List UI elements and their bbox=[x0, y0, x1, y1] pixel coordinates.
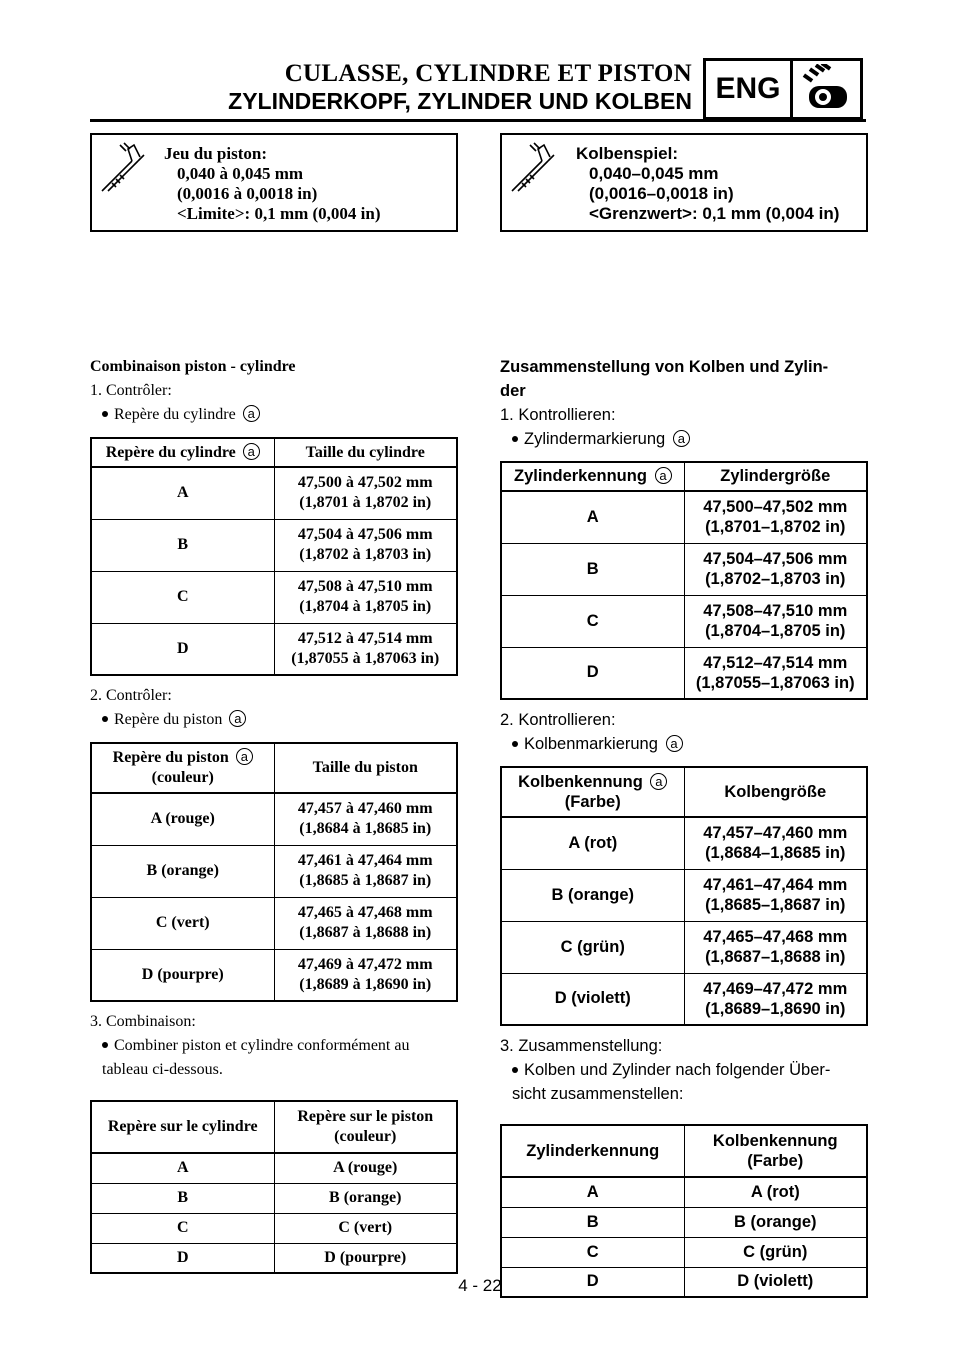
bullet-icon bbox=[102, 716, 108, 722]
eng-badge bbox=[703, 58, 863, 120]
spec-value-mm: 0,040–0,045 mm bbox=[589, 164, 719, 183]
bullet-icon bbox=[512, 741, 518, 747]
table-header: Taille du piston bbox=[274, 743, 457, 793]
table-header: Kolbengröße bbox=[684, 767, 867, 817]
table-row: C C (vert) bbox=[91, 1213, 457, 1243]
step-2-bullet: Kolbenmarkierung a bbox=[500, 732, 868, 756]
page-number: 4 - 22 bbox=[458, 1276, 502, 1295]
eng-label: ENG bbox=[706, 61, 793, 117]
table-row: D (violett) 47,469–47,472 mm (1,8689–1,8690 in) bbox=[501, 973, 867, 1025]
step-3: 3. Zusammenstellung: bbox=[500, 1037, 663, 1055]
caliper-icon bbox=[98, 141, 148, 195]
table-row: A (rot) 47,457–47,460 mm (1,8684–1,8685 in) bbox=[501, 817, 867, 869]
table-row: B B (orange) bbox=[501, 1207, 867, 1237]
column-fr bbox=[90, 355, 458, 1282]
step-3-bullet: Combiner piston et cylindre conformément au bbox=[90, 1034, 458, 1058]
table-row: C (grün) 47,465–47,468 mm (1,8687–1,8688 in) bbox=[501, 921, 867, 973]
section-title: Zusammenstellung von Kolben und Zylin- der bbox=[500, 358, 829, 400]
step-1-bullet: Zylindermarkierung a bbox=[500, 427, 868, 451]
table-row: A 47,500 à 47,502 mm (1,8701 à 1,8702 in) bbox=[91, 467, 457, 519]
table-row: A 47,500–47,502 mm (1,8701–1,8702 in) bbox=[501, 491, 867, 543]
spec-limit: <Grenzwert>: 0,1 mm (0,004 in) bbox=[589, 204, 840, 223]
table-row: C 47,508–47,510 mm (1,8704–1,8705 in) bbox=[501, 595, 867, 647]
table-row: B 47,504–47,506 mm (1,8702–1,8703 in) bbox=[501, 543, 867, 595]
table-header: Repère sur le cylindre bbox=[91, 1101, 274, 1153]
table-row: B (orange) 47,461 à 47,464 mm (1,8685 à 1,8687 in) bbox=[91, 845, 457, 897]
spec-limit: <Limite>: 0,1 mm (0,004 in) bbox=[177, 204, 381, 223]
table-header: Kolbenkennung a (Farbe) bbox=[501, 767, 684, 817]
spec-box-fr bbox=[90, 133, 458, 232]
bullet-icon bbox=[512, 436, 518, 442]
section-title: Combinaison piston - cylindre bbox=[90, 358, 296, 375]
spec-label: Kolbenspiel: bbox=[576, 144, 679, 163]
table-row: B B (orange) bbox=[91, 1183, 457, 1213]
table-header: Taille du cylindre bbox=[274, 438, 457, 467]
step-1: 1. Contrôler: bbox=[90, 382, 172, 399]
table-row: D (pourpre) 47,469 à 47,472 mm (1,8689 à 1,8690 in) bbox=[91, 949, 457, 1001]
page-header bbox=[228, 60, 692, 115]
spec-value-mm: 0,040 à 0,045 mm bbox=[177, 164, 304, 183]
table-header: Zylinderkennung a bbox=[501, 462, 684, 491]
step-2: 2. Contrôler: bbox=[90, 687, 172, 704]
spec-box-de bbox=[500, 133, 868, 232]
title-fr: CULASSE, CYLINDRE ET PISTON bbox=[284, 60, 692, 87]
table-row: C 47,508 à 47,510 mm (1,8704 à 1,8705 in) bbox=[91, 571, 457, 623]
table-row: A A (rouge) bbox=[91, 1153, 457, 1183]
piston-table bbox=[500, 766, 868, 1026]
combination-table bbox=[500, 1124, 868, 1298]
table-row: B 47,504 à 47,506 mm (1,8702 à 1,8703 in) bbox=[91, 519, 457, 571]
step-2-bullet: Repère du piston a bbox=[90, 708, 458, 732]
piston-table bbox=[90, 742, 458, 1002]
table-row: C (vert) 47,465 à 47,468 mm (1,8687 à 1,8688 in) bbox=[91, 897, 457, 949]
spec-label: Jeu du piston: bbox=[164, 144, 267, 163]
table-row: D D (pourpre) bbox=[91, 1243, 457, 1273]
table-header: Repère sur le piston (couleur) bbox=[274, 1101, 457, 1153]
step-3: 3. Combinaison: bbox=[90, 1013, 196, 1030]
caliper-icon bbox=[508, 141, 558, 195]
table-row: A (rouge) 47,457 à 47,460 mm (1,8684 à 1,8685 in) bbox=[91, 793, 457, 845]
table-row: C C (grün) bbox=[501, 1237, 867, 1267]
cylinder-table bbox=[90, 437, 458, 676]
title-de: ZYLINDERKOPF, ZYLINDER UND KOLBEN bbox=[228, 88, 692, 114]
combination-table bbox=[90, 1100, 458, 1274]
bullet-icon bbox=[102, 1042, 108, 1048]
table-header: Zylinderkennung bbox=[501, 1125, 684, 1177]
step-1-bullet: Repère du cylindre a bbox=[90, 403, 458, 427]
step-3-continued: tableau ci-dessous. bbox=[102, 1061, 223, 1078]
table-row: A A (rot) bbox=[501, 1177, 867, 1207]
bullet-icon bbox=[512, 1067, 518, 1073]
marker-a: a bbox=[666, 735, 683, 752]
table-row: B (orange) 47,461–47,464 mm (1,8685–1,8687 in) bbox=[501, 869, 867, 921]
column-de bbox=[500, 355, 868, 1306]
table-header: Repère du cylindre a bbox=[91, 438, 274, 467]
table-row: D 47,512 à 47,514 mm (1,87055 à 1,87063 in) bbox=[91, 623, 457, 675]
cylinder-table bbox=[500, 461, 868, 700]
table-header: Zylindergröße bbox=[684, 462, 867, 491]
spec-value-in: (0,0016 à 0,0018 in) bbox=[177, 184, 318, 203]
step-1: 1. Kontrollieren: bbox=[500, 406, 616, 424]
step-3-continued: sicht zusammenstellen: bbox=[512, 1085, 684, 1103]
marker-a: a bbox=[673, 430, 690, 447]
table-row: D 47,512–47,514 mm (1,87055–1,87063 in) bbox=[501, 647, 867, 699]
table-row: D D (violett) bbox=[501, 1267, 867, 1297]
marker-a: a bbox=[229, 710, 246, 727]
marker-a: a bbox=[243, 405, 260, 422]
step-2: 2. Kontrollieren: bbox=[500, 711, 616, 729]
table-header: Repère du piston a (couleur) bbox=[91, 743, 274, 793]
table-header: Kolbenkennung (Farbe) bbox=[684, 1125, 867, 1177]
engine-icon bbox=[793, 61, 860, 117]
spec-value-in: (0,0016–0,0018 in) bbox=[589, 184, 734, 203]
bullet-icon bbox=[102, 411, 108, 417]
header-rule bbox=[90, 119, 866, 122]
step-3-bullet: Kolben und Zylinder nach folgender Über- bbox=[500, 1058, 868, 1082]
